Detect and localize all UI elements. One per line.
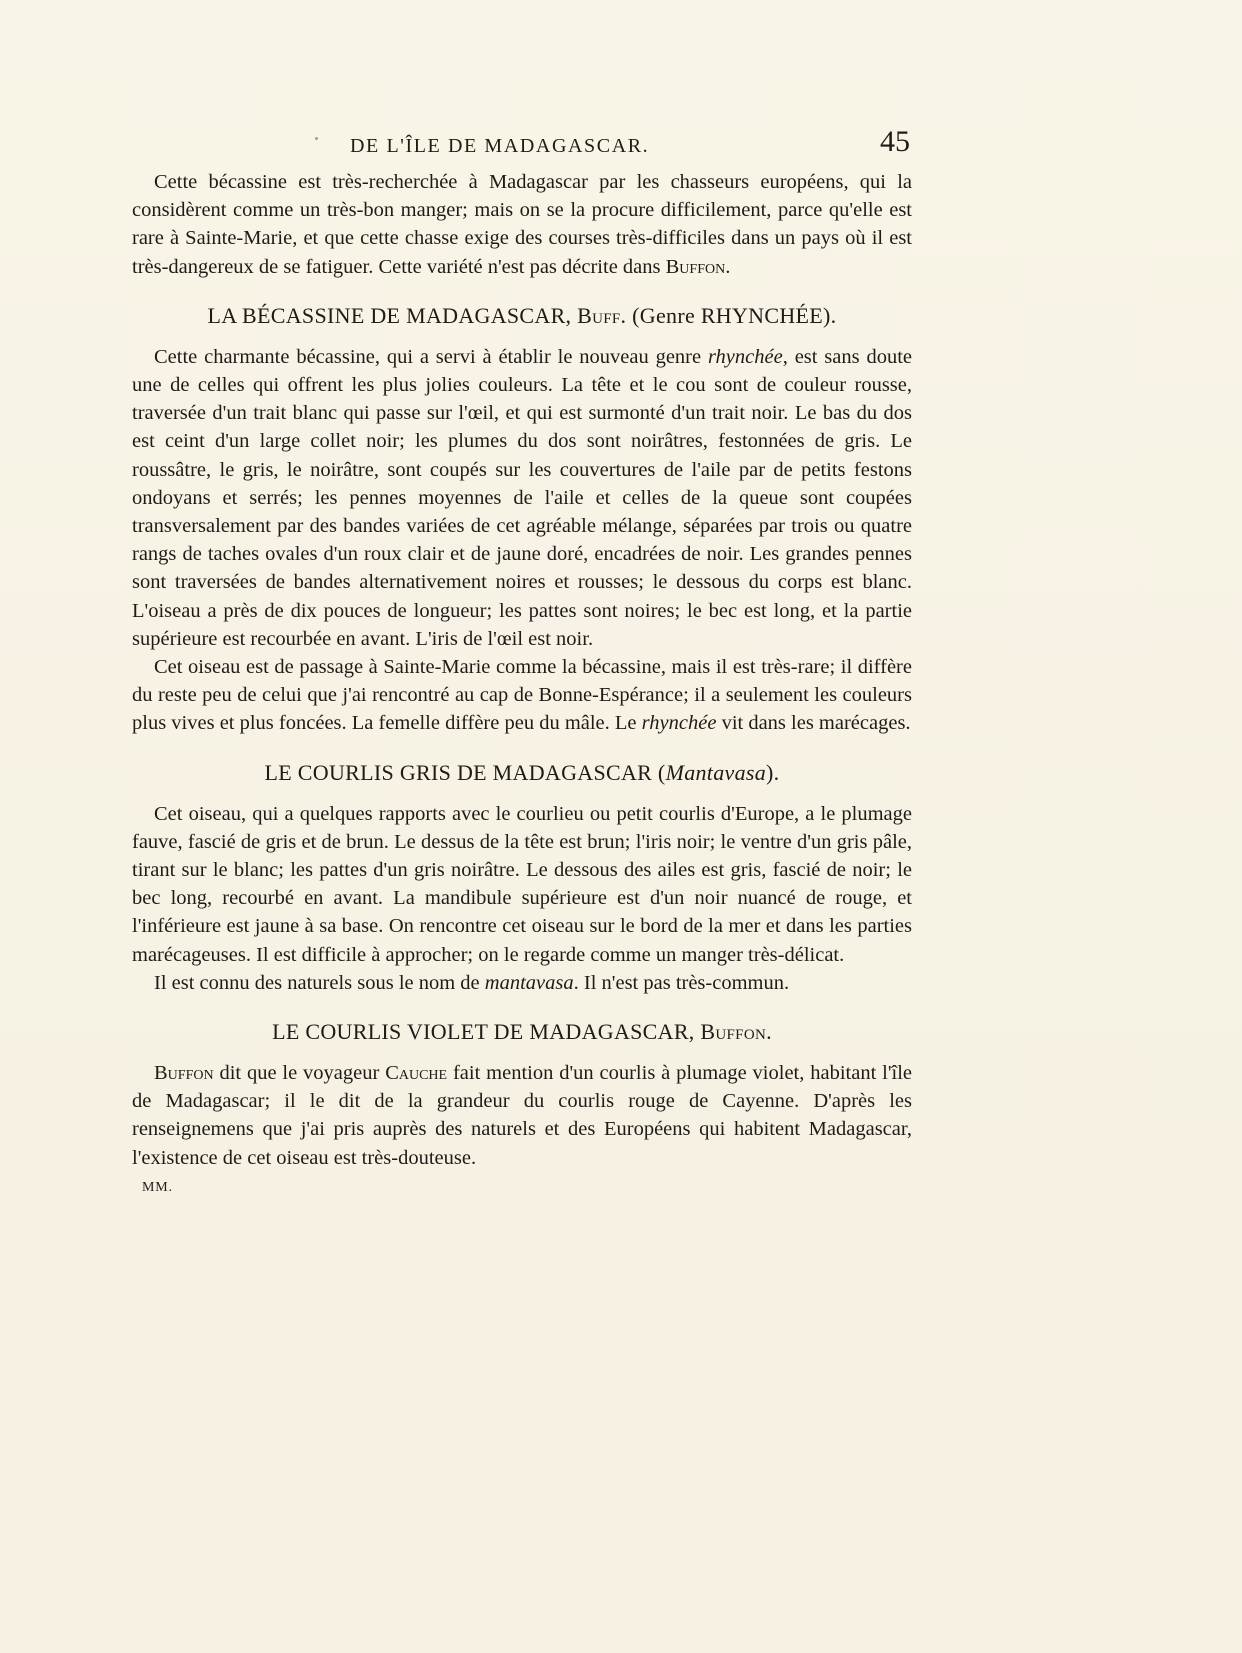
section-heading-courlis-gris xyxy=(132,758,912,788)
section-heading-courlis-violet xyxy=(132,1017,912,1047)
rhynchee-italic-2: rhynchée xyxy=(641,712,717,735)
paragraph-courlis-violet xyxy=(132,1059,912,1172)
section-heading-courlis-gris-tail: ). xyxy=(766,759,780,785)
rhynchee-italic-1: rhynchée xyxy=(707,345,783,368)
paragraph-becassine-part-a: Cette charmante bécassine, qui a servi à établir le nouveau genre xyxy=(154,345,708,368)
paragraph-courlis-gris-name-a: Il est connu des naturels sous le nom de xyxy=(154,971,485,994)
section-heading-becassine-main: LA BÉCASSINE DE MADAGASCAR, xyxy=(207,302,578,328)
paragraph-passage-part-a: Cet oiseau est de passage à Sainte-Marie comme la bécassine, mais il est très-rare; il diffère du reste peu de celui que j'ai rencontré au cap de Bonne-Espérance; il a seulement les couleurs plus vives et plus foncées. La femelle diffère peu du mâle. Le xyxy=(132,656,912,735)
section-heading-becassine-tail: (Genre RHYNCHÉE). xyxy=(626,302,837,328)
author-buffon-inline: Buffon. xyxy=(665,255,731,278)
paragraph-courlis-gris-name-b: . Il n'est pas très-commun. xyxy=(573,971,790,994)
paragraph-courlis-gris-description xyxy=(132,800,912,969)
paragraph-courlis-gris-text: Cet oiseau, qui a quelques rapports avec le courlieu ou petit courlis d'Europe, a le plumage fauve, fascié de gris et de brun. Le dessus de la tête est brun; l'iris noir; le ventre d'un gris pâle, tirant sur le blanc; les pattes d'un gris noirâtre. Le dessous des ailes est gris, fascié de noir; le bec long, recourbé en avant. La mandibule supérieure est d'un noir nuancé de rouge, et l'inférieure est jaune à sa base. On rencontre cet oiseau sur le bord de la mer et dans les parties marécageuses. Il est difficile à approcher; on le regarde comme un manger très-délicat. xyxy=(132,802,912,966)
section-heading-courlis-violet-author: Buffon. xyxy=(700,1019,772,1045)
author-cauche: Cauche xyxy=(385,1062,448,1085)
paragraph-becassine-part-b: , est sans doute une de celles qui offrent les plus jolies couleurs. La tête et le cou sont de couleur rousse, traversée d'un trait blanc qui passe sur l'œil, et qui est surmonté d'un trait noir. Le bas du dos est ceint d'un large collet noir; les plumes du dos sont noirâtres, festonnées de gris. Le roussâtre, le gris, le noirâtre, sont coupés sur les couvertures de l'aile par de petits festons ondoyans et serrés; les pennes moyennes de l'aile et celles de la queue sont coupées transversalement par des bandes variées de cet agréable mélange, séparées par trois ou quatre rangs de taches ovales d'un roux clair et de jaune doré, encadrées de noir. Les grandes pennes sont traversées de bandes alternativement noires et rousses; le dessous du corps est blanc. L'oiseau a près de dix pouces de longueur; les pattes sont noires; le bec est long, et la partie supérieure est recourbée en avant. L'iris de l'œil est noir. xyxy=(132,345,912,650)
page-content xyxy=(132,168,912,1202)
signature-mm: MM. xyxy=(142,1179,173,1195)
running-head: DE L'ÎLE DE MADAGASCAR. xyxy=(350,135,650,157)
mantavasa-italic: mantavasa xyxy=(484,971,574,994)
author-buffon-start: Buffon xyxy=(154,1062,214,1085)
page-number: 45 xyxy=(880,125,910,158)
paragraph-becassine-description xyxy=(132,343,912,653)
ink-dot xyxy=(315,137,318,140)
paragraph-intro xyxy=(132,168,912,281)
paragraph-courlis-violet-part-b: fait mention d'un courlis à plumage violet, habitant l'île de Madagascar; il le dit de la grandeur du courlis rouge de Cayenne. D'après les renseignemens que j'ai pris auprès des naturels et des Européens qui habitent Madagascar, l'existence de cet oiseau est très-douteuse. xyxy=(132,1062,913,1169)
section-heading-courlis-gris-main: LE COURLIS GRIS DE MADAGASCAR ( xyxy=(264,759,666,785)
section-heading-becassine xyxy=(132,301,912,331)
page-header xyxy=(350,127,910,161)
paragraph-intro-text: Cette bécassine est très-recherchée à Madagascar par les chasseurs européens, qui la considèrent comme un très-bon manger; mais on se la procure difficilement, parce qu'elle est rare à Sainte-Marie, et que cette chasse exige des courses très-difficiles dans un pays où il est très-dangereux de se fatiguer. Cette variété n'est pas décrite dans xyxy=(132,171,912,278)
paragraph-becassine-passage xyxy=(132,653,912,738)
section-heading-becassine-buff: Buff. xyxy=(577,302,627,328)
paragraph-courlis-gris-name xyxy=(132,969,912,997)
section-heading-courlis-gris-italic: Mantavasa xyxy=(665,759,767,785)
section-heading-courlis-violet-main: LE COURLIS VIOLET DE MADAGASCAR, xyxy=(272,1019,701,1045)
paragraph-courlis-violet-part-a: dit que le voyageur xyxy=(213,1062,386,1085)
paragraph-passage-part-b: vit dans les marécages. xyxy=(716,712,911,735)
